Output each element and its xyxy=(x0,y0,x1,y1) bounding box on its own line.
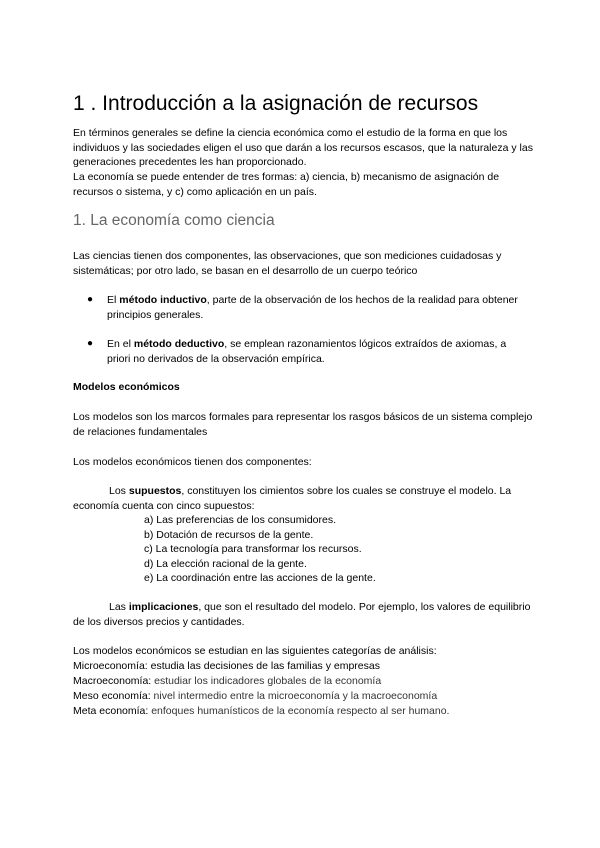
bullet-text: El método inductivo, parte de la observación de los hechos de la realidad para obtener principios generales. xyxy=(107,294,518,321)
supuesto-item: e) La coordinación entre las acciones de la gente. xyxy=(144,572,376,584)
bullet-dot-icon: ● xyxy=(87,338,94,349)
categorias-intro: Los modelos económicos se estudian en las siguientes categorías de análisis: xyxy=(73,645,437,657)
modelos-paragraph: Los modelos son los marcos formales para representar los rasgos básicos de un sistema complejo de relaciones fundamentales xyxy=(73,411,533,438)
implicaciones-paragraph: Las implicaciones, que son el resultado del modelo. Por ejemplo, los valores de equilibrio de los diversos precios y cantidades. xyxy=(73,601,531,628)
supuesto-item: a) Las preferencias de los consumidores. xyxy=(144,514,337,526)
supuesto-item: d) La elección racional de la gente. xyxy=(144,558,307,570)
bullet-metodo-inductivo xyxy=(87,293,527,322)
intro-paragraph-1: En términos generales se define la ciencia económica como el estudio de la forma en que los individuos y las sociedades eligen el uso que darán a los recursos escasos, que la naturaleza y las generaciones precedentes les han proporcionado. xyxy=(73,127,533,169)
componentes-paragraph: Los modelos económicos tienen dos componentes: xyxy=(73,456,312,468)
category-row-meso: Meso economía: nivel intermedio entre la microeconomía y la macroeconomía xyxy=(73,690,438,702)
section-heading-modelos: Modelos económicos xyxy=(73,381,180,393)
bullet-metodo-deductivo xyxy=(87,337,527,366)
supuesto-item: b) Dotación de recursos de la gente. xyxy=(144,529,314,541)
section-heading-economia-ciencia: 1. La economía como ciencia xyxy=(73,212,275,229)
category-row-meta: Meta economía: enfoques humanísticos de la economía respecto al ser humano. xyxy=(73,705,450,717)
supuesto-item: c) La tecnología para transformar los recursos. xyxy=(144,543,362,555)
page-title: 1 . Introducción a la asignación de recursos xyxy=(73,92,479,115)
category-row-macro: Macroeconomía: estudiar los indicadores globales de la economía xyxy=(73,675,382,687)
intro-paragraph-2: La economía se puede entender de tres formas: a) ciencia, b) mecanismo de asignación de recursos o sistema, y c) como aplicación en un país. xyxy=(73,171,500,198)
bullet-dot-icon: ● xyxy=(87,294,94,305)
bullet-text: En el método deductivo, se emplean razonamientos lógicos extraídos de axiomas, a priori no derivados de la observación empírica. xyxy=(107,338,507,365)
supuestos-paragraph: Los supuestos, constituyen los cimientos sobre los cuales se construye el modelo. La economía cuenta con cinco supuestos: xyxy=(73,485,512,512)
ciencias-paragraph: Las ciencias tienen dos componentes, las observaciones, que son mediciones cuidadosas y sistemáticas; por otro lado, se basan en el desarrollo de un cuerpo teórico xyxy=(73,250,502,277)
category-row-micro: Microeconomía: estudia las decisiones de las familias y empresas xyxy=(73,660,380,672)
